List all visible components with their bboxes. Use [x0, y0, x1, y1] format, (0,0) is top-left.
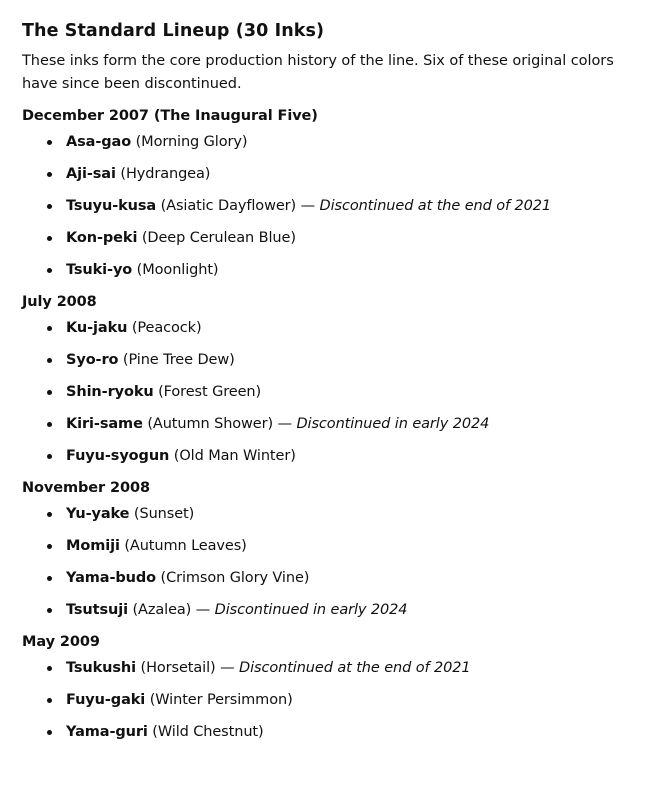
- ink-meaning: (Winter Persimmon): [145, 692, 293, 708]
- ink-name: Tsuyu-kusa: [66, 198, 157, 214]
- ink-meaning: (Sunset): [129, 506, 195, 522]
- ink-meaning: (Crimson Glory Vine): [156, 570, 310, 586]
- ink-name: Aji-sai: [66, 166, 116, 182]
- ink-list: [22, 658, 626, 742]
- ink-name: Fuyu-syogun: [66, 448, 170, 464]
- page-title: The Standard Lineup (30 Inks): [22, 21, 325, 41]
- ink-meaning: (Peacock): [127, 320, 202, 336]
- ink-list: [22, 132, 626, 280]
- list-item: [22, 382, 626, 402]
- ink-meaning: (Wild Chestnut): [147, 724, 264, 740]
- ink-meaning: (Autumn Leaves): [119, 538, 247, 554]
- section-heading: November 2008: [22, 480, 150, 496]
- ink-name: Kon-peki: [66, 230, 138, 246]
- ink-name: Momiji: [66, 538, 120, 554]
- ink-meaning: (Horsetail): [136, 660, 216, 676]
- ink-name: Yu-yake: [66, 506, 130, 522]
- release-section: [22, 292, 626, 466]
- ink-name: Yama-budo: [66, 570, 157, 586]
- discontinued-note: Discontinued at the end of 2021: [239, 660, 471, 676]
- list-item: [22, 690, 626, 710]
- ink-meaning: (Deep Cerulean Blue): [137, 230, 296, 246]
- list-item: [22, 350, 626, 370]
- bullet-icon: [47, 268, 52, 273]
- discontinued-note: Discontinued in early 2024: [214, 602, 408, 618]
- ink-list: [22, 318, 626, 466]
- release-section: [22, 106, 626, 280]
- bullet-icon: [47, 236, 52, 241]
- bullet-icon: [47, 576, 52, 581]
- ink-meaning: (Azalea): [127, 602, 192, 618]
- ink-name: Tsuki-yo: [66, 262, 133, 278]
- ink-meaning: (Hydrangea): [115, 166, 211, 182]
- list-item: [22, 228, 626, 248]
- list-item: [22, 318, 626, 338]
- separator-dash: —: [273, 416, 297, 432]
- section-heading: December 2007 (The Inaugural Five): [22, 108, 318, 124]
- ink-meaning: (Morning Glory): [131, 134, 248, 150]
- ink-meaning: (Forest Green): [153, 384, 262, 400]
- bullet-icon: [47, 422, 52, 427]
- section-heading: July 2008: [22, 294, 97, 310]
- ink-name: Syo-ro: [66, 352, 119, 368]
- ink-name: Shin-ryoku: [66, 384, 154, 400]
- bullet-icon: [47, 666, 52, 671]
- bullet-icon: [47, 172, 52, 177]
- release-section: [22, 478, 626, 620]
- lineup-sections: [22, 106, 626, 742]
- list-item: [22, 164, 626, 184]
- ink-name: Kiri-same: [66, 416, 143, 432]
- list-item: [22, 504, 626, 524]
- section-heading: May 2009: [22, 634, 100, 650]
- intro-paragraph: These inks form the core production history of the line. Six of these original colors have since been discontinued.: [22, 53, 614, 92]
- ink-name: Tsutsuji: [66, 602, 128, 618]
- bullet-icon: [47, 454, 52, 459]
- ink-meaning: (Pine Tree Dew): [118, 352, 235, 368]
- list-item: [22, 196, 626, 216]
- list-item: [22, 414, 626, 434]
- ink-name: Yama-guri: [66, 724, 148, 740]
- bullet-icon: [47, 544, 52, 549]
- list-item: [22, 568, 626, 588]
- bullet-icon: [47, 698, 52, 703]
- list-item: [22, 446, 626, 466]
- discontinued-note: Discontinued at the end of 2021: [319, 198, 552, 214]
- list-item: [22, 722, 626, 742]
- bullet-icon: [47, 358, 52, 363]
- bullet-icon: [47, 512, 52, 517]
- ink-name: Asa-gao: [66, 134, 132, 150]
- list-item: [22, 536, 626, 556]
- list-item: [22, 260, 626, 280]
- bullet-icon: [47, 390, 52, 395]
- bullet-icon: [47, 140, 52, 145]
- bullet-icon: [47, 326, 52, 331]
- list-item: [22, 600, 626, 620]
- ink-meaning: (Asiatic Dayflower): [156, 198, 297, 214]
- ink-meaning: (Moonlight): [132, 262, 219, 278]
- ink-name: Tsukushi: [66, 660, 137, 676]
- ink-list: [22, 504, 626, 620]
- list-item: [22, 658, 626, 678]
- ink-name: Ku-jaku: [66, 320, 128, 336]
- ink-meaning: (Old Man Winter): [169, 448, 296, 464]
- discontinued-note: Discontinued in early 2024: [296, 416, 490, 432]
- bullet-icon: [47, 730, 52, 735]
- release-section: [22, 632, 626, 742]
- separator-dash: —: [296, 198, 320, 214]
- separator-dash: —: [215, 660, 240, 676]
- bullet-icon: [47, 204, 52, 209]
- ink-name: Fuyu-gaki: [66, 692, 146, 708]
- list-item: [22, 132, 626, 152]
- bullet-icon: [47, 608, 52, 613]
- ink-meaning: (Autumn Shower): [142, 416, 274, 432]
- separator-dash: —: [191, 602, 215, 618]
